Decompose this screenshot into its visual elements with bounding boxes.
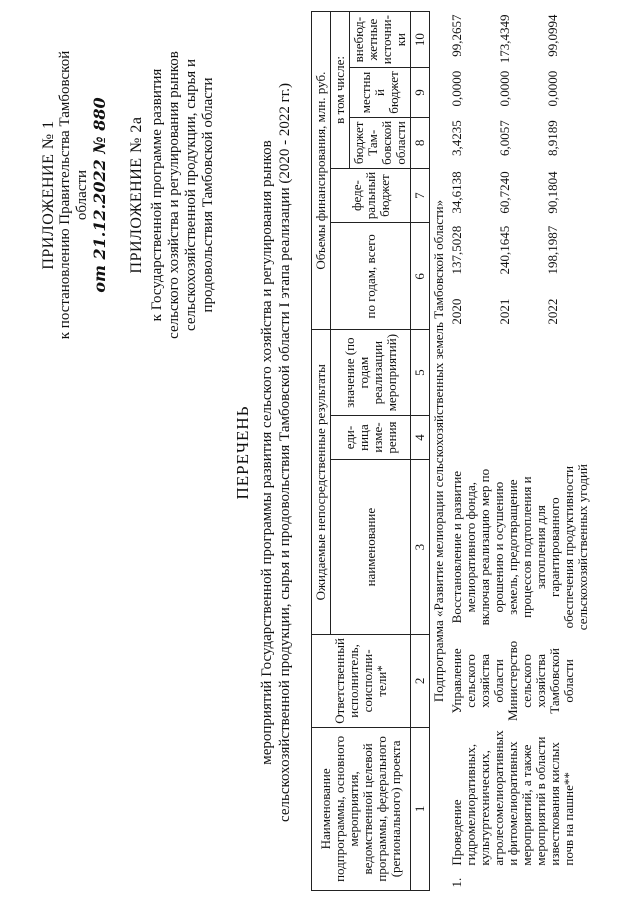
col-number-8: 8 — [411, 117, 430, 168]
col-number-4: 4 — [411, 415, 430, 459]
header-col-4: еди-ница изме-рения — [331, 415, 411, 459]
row-index: 1. — [449, 877, 464, 888]
row-federal: 34,6138 — [449, 171, 464, 214]
document-title-block — [234, 0, 294, 905]
appendix-1-date: от 21.12.2022 № 880 — [90, 97, 109, 293]
appendix-2-line-4: продовольствия Тамбовской области — [200, 77, 216, 313]
row-year: 2020 — [449, 298, 464, 325]
appendix-1-block — [40, 30, 108, 360]
row-year: 2022 — [545, 298, 560, 325]
header-col-5: значение (по годам реализации мероприятий) — [331, 330, 411, 416]
subprogram-title: Подпрограмма «Развитие мелиорации сельскохозяйственных земель Тамбовской области» — [431, 199, 446, 703]
header-col-3: наименование — [331, 460, 411, 635]
row-executor-old: Управление сельского хозяйства области — [449, 648, 506, 714]
appendix-2-line-2: сельского хозяйства и регулирования рынков — [166, 51, 182, 339]
document-heading: ПЕРЕЧЕНЬ — [233, 405, 252, 500]
row-executor-new: Министерство сельского хозяйства Тамбовской области — [505, 640, 576, 721]
row-regional: 6,0057 — [497, 120, 512, 157]
header-col-2: Ответственный исполнитель, соисполни-тели* — [312, 635, 411, 728]
row-executor — [448, 635, 592, 728]
col-number-3: 3 — [411, 460, 430, 635]
header-col-8: бюджет Там-бовской области — [350, 117, 411, 168]
appendix-2-title: ПРИЛОЖЕНИЕ № 2а — [128, 116, 145, 274]
col-number-2: 2 — [411, 635, 430, 728]
row-regional: 8,9189 — [545, 120, 560, 157]
document-subtitle-1: мероприятий Государственной программы развития сельского хозяйства и регулирования рынков — [259, 140, 275, 765]
header-col-7: феде-ральный бюджет — [331, 168, 411, 222]
row-result-name: Восстановление и развитие мелиоративного фонда, включая реализацию мер по орошению и осушению земель, предотвращение процессов подтопления и затопления для гарантированного обеспечения продуктивности сельскохозяйственных угодий — [449, 464, 590, 631]
header-col-10: внебюд-жетные источни-ки — [350, 12, 411, 68]
column-number-row — [411, 12, 430, 891]
row-total: 198,1987 — [545, 225, 560, 275]
document-subtitle-2: сельскохозяйственной продукции, сырья и продовольствия Тамбовской области I этапа реализации (2020 - 2022 гг.) — [277, 83, 293, 822]
appendix-1-title: ПРИЛОЖЕНИЕ № 1 — [40, 120, 57, 270]
row-year: 2021 — [497, 298, 512, 325]
header-including: в том числе: — [331, 12, 350, 169]
row-total: 137,5028 — [449, 225, 464, 275]
row-local: 0,0000 — [449, 70, 464, 107]
row-federal: 90,1804 — [545, 171, 560, 214]
header-results-group: Ожидаемые непосредственные результаты — [312, 330, 331, 635]
col-number-9: 9 — [411, 68, 430, 118]
row-unit — [448, 415, 592, 459]
row-extra: 99,0994 — [545, 14, 560, 57]
row-extra: 173,4349 — [497, 14, 512, 64]
appendix-2-block — [128, 30, 217, 360]
col-number-10: 10 — [411, 12, 430, 68]
row-local: 0,0000 — [497, 70, 512, 107]
row-value — [448, 330, 592, 416]
table-row — [448, 12, 496, 891]
appendix-2-line-1: к Государственной программе развития — [149, 68, 165, 322]
row-local: 0,0000 — [545, 70, 560, 107]
appendix-2-line-3: сельскохозяйственной продукции, сырья и — [183, 59, 199, 331]
row-measure-name: Проведение гидромелиоративных, культуртехнических, агролесомелиоративных и фитомелиоративных мероприятий, а также мероприятий в области известкования кислых почв на пашне** — [449, 730, 576, 866]
header-col-9: местны й бюджет — [350, 68, 411, 118]
subprogram-row — [430, 12, 449, 891]
col-number-6: 6 — [411, 223, 430, 330]
row-extra: 99,2657 — [449, 14, 464, 57]
header-col-1: Наименование подпрограммы, основного мероприятия, ведомственной целевой программы, федерального (регионального) проекта — [312, 727, 411, 890]
row-federal: 60,7240 — [497, 171, 512, 214]
measures-table — [311, 11, 592, 891]
col-number-5: 5 — [411, 330, 430, 416]
col-number-1: 1 — [411, 727, 430, 890]
header-funding-group: Объемы финансирования, млн. руб. — [312, 12, 331, 330]
appendix-1-line: к постановлению Правительства Тамбовской области — [57, 50, 90, 340]
col-number-7: 7 — [411, 168, 430, 222]
header-row-1 — [312, 12, 331, 891]
row-total: 240,1645 — [497, 225, 512, 275]
header-col-6: по годам, всего — [331, 223, 411, 330]
row-regional: 3,4235 — [449, 120, 464, 157]
